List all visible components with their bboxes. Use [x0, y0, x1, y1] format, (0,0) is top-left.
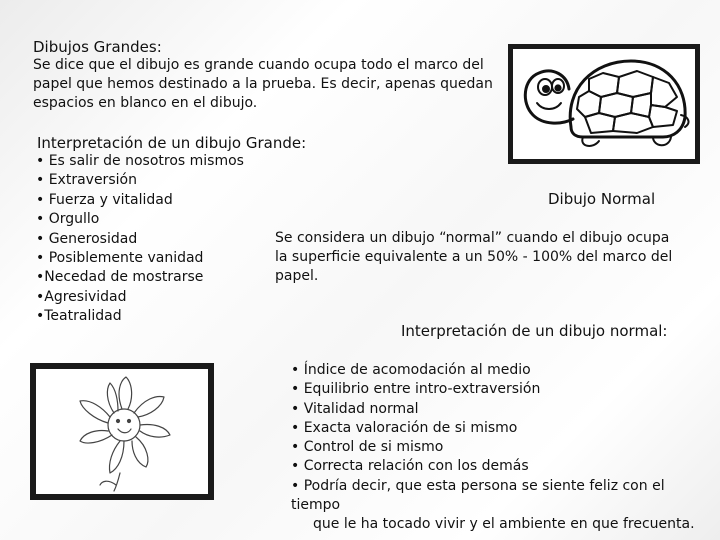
normal-drawing-description: Se considera un dibujo “normal” cuando el dibujo ocupa la superficie equivalente a un 50% - 100% del marco del papel.	[275, 230, 673, 284]
list-item: • Extraversión	[36, 172, 137, 189]
list-item: •Necedad de mostrarse	[36, 269, 204, 286]
list-item: • Equilibrio entre intro-extraversión	[291, 381, 541, 398]
list-item: • Orgullo	[36, 211, 100, 228]
list-item: • Generosidad	[36, 230, 138, 247]
list-item: • Correcta relación con los demás	[291, 458, 529, 475]
normal-interpretation-heading: Interpretación de un dibujo normal:	[401, 322, 668, 340]
list-item: • Fuerza y vitalidad	[36, 191, 173, 208]
turtle-drawing-frame	[508, 44, 700, 164]
list-item: • Es salir de nosotros mismos	[36, 153, 244, 169]
list-item: •Agresividad	[36, 288, 127, 305]
sun-drawing-frame	[30, 363, 214, 500]
large-drawing-description: Se dice que el dibujo es grande cuando ocupa todo el marco del papel que hemos destinado a la prueba. Es decir, apenas quedan espacios en blanco en el dibujo.	[33, 57, 493, 111]
large-traits-list	[36, 152, 244, 327]
large-drawing-heading: Dibujos Grandes:	[33, 38, 162, 56]
list-item: • Control de si mismo	[291, 439, 444, 456]
normal-traits-list	[291, 361, 711, 535]
list-item: • Posiblemente vanidad	[36, 250, 204, 267]
list-item-continuation: que le ha tocado vivir y el ambiente en que frecuenta.	[313, 516, 695, 533]
large-interpretation-heading: Interpretación de un dibujo Grande:	[37, 134, 307, 152]
normal-drawing-heading: Dibujo Normal	[548, 190, 656, 208]
sun-flower-drawing-icon	[35, 368, 209, 495]
list-item: •Teatralidad	[36, 308, 122, 325]
list-item: • Vitalidad normal	[291, 400, 419, 417]
list-item: • Exacta valoración de si mismo	[291, 419, 518, 436]
turtle-drawing-icon	[513, 49, 695, 159]
list-item: • Índice de acomodación al medio	[291, 362, 531, 378]
list-item: • Podría decir, que esta persona se siente feliz con el tiempo	[291, 477, 665, 514]
